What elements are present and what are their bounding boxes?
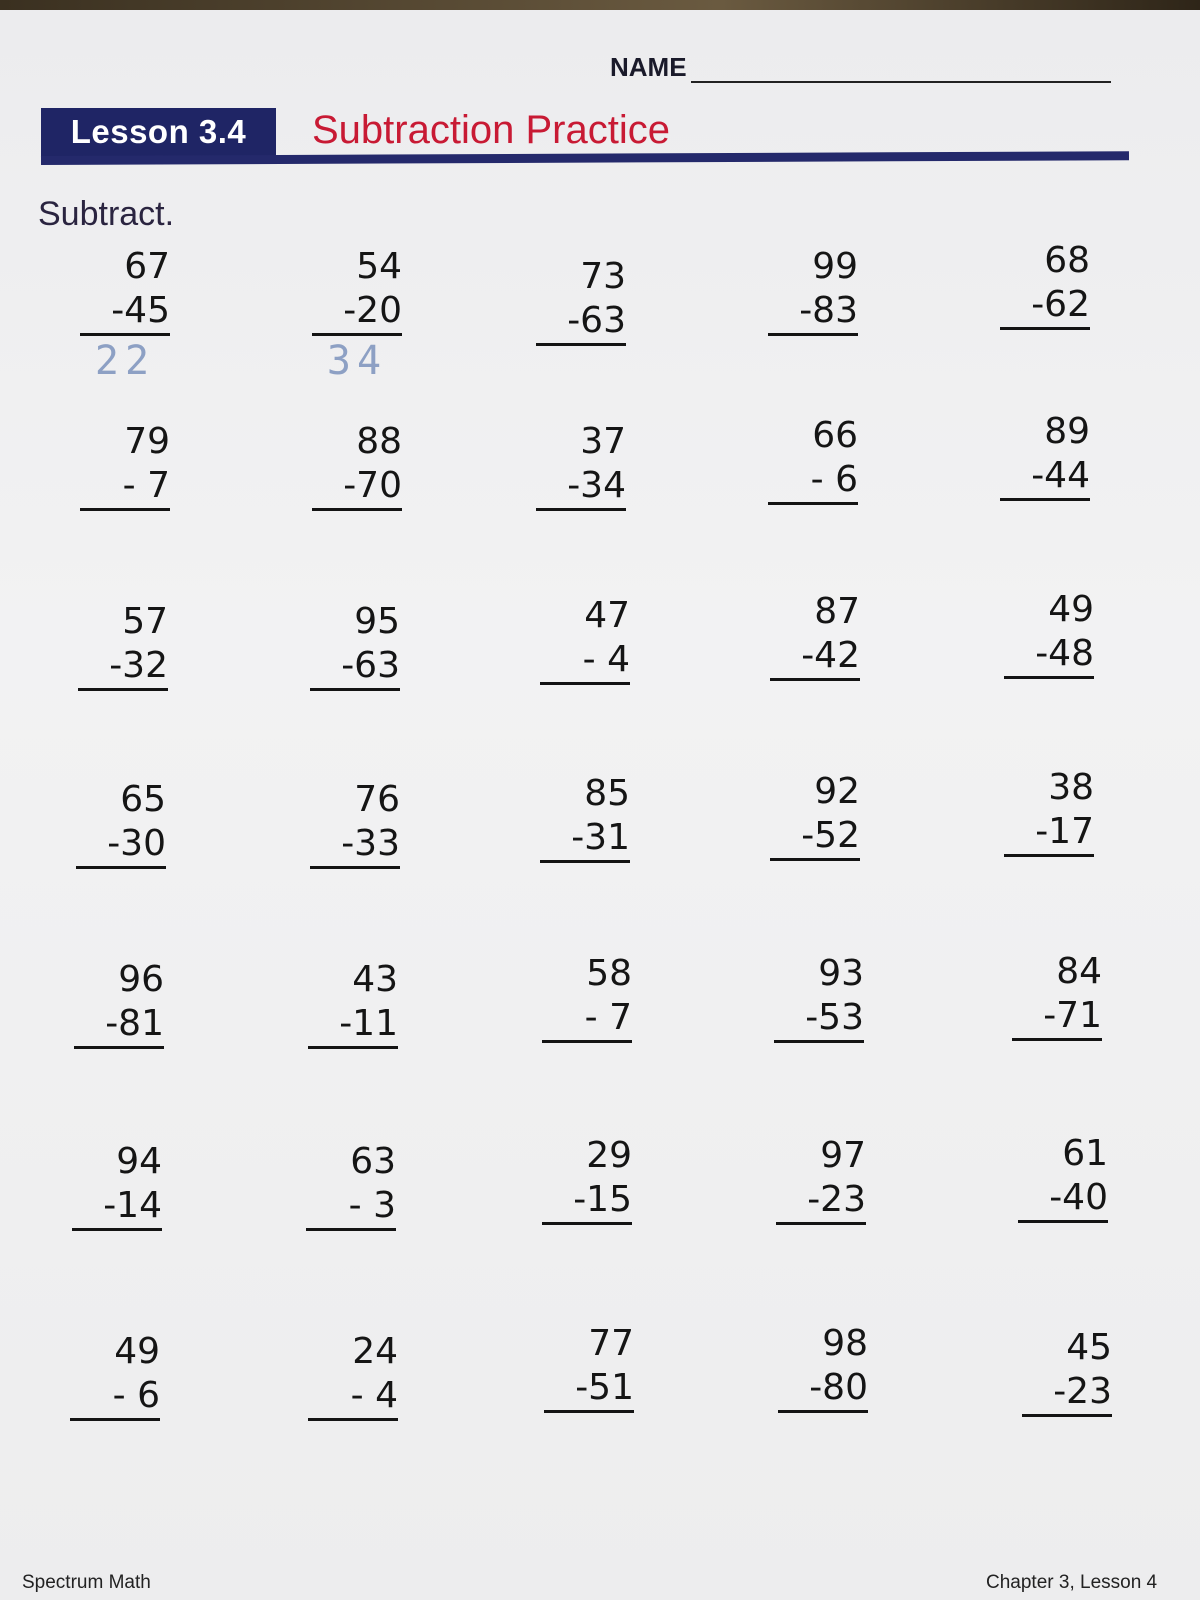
subtrahend: -83 xyxy=(768,289,858,336)
subtrahend: -48 xyxy=(1004,632,1094,679)
subtrahend: -42 xyxy=(770,634,860,681)
minuend: 67 xyxy=(124,246,170,287)
lesson-title: Subtraction Practice xyxy=(312,108,670,152)
subtrahend: -80 xyxy=(778,1366,868,1413)
minuend: 49 xyxy=(1048,589,1094,630)
subtraction-problem xyxy=(310,778,400,869)
subtrahend: -31 xyxy=(540,816,630,863)
minuend: 43 xyxy=(352,959,398,1000)
subtrahend: -32 xyxy=(78,644,168,691)
minuend: 65 xyxy=(120,779,166,820)
subtraction-problem xyxy=(80,245,170,386)
subtrahend: -53 xyxy=(774,996,864,1043)
subtraction-problem xyxy=(542,952,632,1043)
subtrahend: -70 xyxy=(312,464,402,511)
minuend: 37 xyxy=(580,421,626,462)
subtrahend: - 7 xyxy=(80,464,170,511)
subtrahend: -63 xyxy=(310,644,400,691)
subtrahend: -44 xyxy=(1000,454,1090,501)
minuend: 99 xyxy=(812,246,858,287)
lesson-badge: Lesson 3.4 xyxy=(41,108,276,156)
page-top-edge xyxy=(0,0,1200,10)
subtrahend: -15 xyxy=(542,1178,632,1225)
minuend: 89 xyxy=(1044,411,1090,452)
subtraction-problem xyxy=(70,1330,160,1421)
minuend: 54 xyxy=(356,246,402,287)
minuend: 93 xyxy=(818,953,864,994)
minuend: 98 xyxy=(822,1323,868,1364)
subtraction-problem xyxy=(74,958,164,1049)
subtraction-problem xyxy=(536,420,626,511)
subtraction-problem xyxy=(308,1330,398,1421)
subtrahend: -45 xyxy=(80,289,170,336)
subtraction-problem xyxy=(770,770,860,861)
subtraction-problem xyxy=(540,594,630,685)
instruction-text: Subtract. xyxy=(38,195,175,233)
minuend: 38 xyxy=(1048,767,1094,808)
subtraction-problem xyxy=(1012,950,1102,1041)
subtrahend: -20 xyxy=(312,289,402,336)
minuend: 61 xyxy=(1062,1133,1108,1174)
subtrahend: -23 xyxy=(1022,1370,1112,1417)
subtraction-problem xyxy=(768,414,858,505)
minuend: 76 xyxy=(354,779,400,820)
subtraction-problem xyxy=(1004,766,1094,857)
subtrahend: -63 xyxy=(536,299,626,346)
subtrahend: -17 xyxy=(1004,810,1094,857)
subtraction-problem xyxy=(1000,239,1090,330)
subtraction-problem xyxy=(536,255,626,346)
subtrahend: - 4 xyxy=(540,638,630,685)
minuend: 84 xyxy=(1056,951,1102,992)
subtraction-problem xyxy=(774,952,864,1043)
name-field xyxy=(610,52,1111,83)
minuend: 88 xyxy=(356,421,402,462)
subtrahend: -23 xyxy=(776,1178,866,1225)
minuend: 45 xyxy=(1066,1327,1112,1368)
subtrahend: -33 xyxy=(310,822,400,869)
minuend: 85 xyxy=(584,773,630,814)
minuend: 77 xyxy=(588,1323,634,1364)
subtrahend: -34 xyxy=(536,464,626,511)
subtraction-problem xyxy=(1000,410,1090,501)
subtraction-problem xyxy=(308,958,398,1049)
minuend: 57 xyxy=(122,601,168,642)
answer-space[interactable]: 22 xyxy=(94,338,156,384)
minuend: 79 xyxy=(124,421,170,462)
subtraction-problem xyxy=(78,600,168,691)
minuend: 87 xyxy=(814,591,860,632)
footer-publisher: Spectrum Math xyxy=(22,1572,151,1593)
subtraction-problem xyxy=(768,245,858,336)
minuend: 73 xyxy=(580,256,626,297)
minuend: 58 xyxy=(586,953,632,994)
minuend: 68 xyxy=(1044,240,1090,281)
minuend: 66 xyxy=(812,415,858,456)
subtrahend: -62 xyxy=(1000,283,1090,330)
subtraction-problem xyxy=(72,1140,162,1231)
minuend: 29 xyxy=(586,1135,632,1176)
minuend: 95 xyxy=(354,601,400,642)
minuend: 97 xyxy=(820,1135,866,1176)
subtraction-problem xyxy=(542,1134,632,1225)
name-line[interactable] xyxy=(691,59,1111,83)
minuend: 94 xyxy=(116,1141,162,1182)
subtraction-problem xyxy=(76,778,166,869)
minuend: 96 xyxy=(118,959,164,1000)
footer-chapter: Chapter 3, Lesson 4 xyxy=(986,1572,1158,1593)
subtraction-problem xyxy=(770,590,860,681)
subtrahend: -11 xyxy=(308,1002,398,1049)
minuend: 63 xyxy=(350,1141,396,1182)
subtrahend: - 4 xyxy=(308,1374,398,1421)
name-label: NAME xyxy=(610,52,687,82)
minuend: 24 xyxy=(352,1331,398,1372)
subtrahend: -51 xyxy=(544,1366,634,1413)
subtrahend: -30 xyxy=(76,822,166,869)
subtraction-problem xyxy=(80,420,170,511)
minuend: 92 xyxy=(814,771,860,812)
subtraction-problem xyxy=(312,245,402,386)
minuend: 49 xyxy=(114,1331,160,1372)
minuend: 47 xyxy=(584,595,630,636)
subtraction-problem xyxy=(540,772,630,863)
subtraction-problem xyxy=(312,420,402,511)
subtraction-problem xyxy=(544,1322,634,1413)
subtrahend: - 6 xyxy=(70,1374,160,1421)
subtraction-problem xyxy=(776,1134,866,1225)
answer-space[interactable]: 34 xyxy=(326,338,388,384)
subtraction-problem xyxy=(306,1140,396,1231)
subtrahend: -40 xyxy=(1018,1176,1108,1223)
subtrahend: -71 xyxy=(1012,994,1102,1041)
subtraction-problem xyxy=(1018,1132,1108,1223)
subtraction-problem xyxy=(1022,1326,1112,1417)
subtrahend: - 3 xyxy=(306,1184,396,1231)
subtraction-problem xyxy=(310,600,400,691)
subtrahend: - 7 xyxy=(542,996,632,1043)
subtrahend: -81 xyxy=(74,1002,164,1049)
subtraction-problem xyxy=(1004,588,1094,679)
subtrahend: -52 xyxy=(770,814,860,861)
subtrahend: -14 xyxy=(72,1184,162,1231)
subtrahend: - 6 xyxy=(768,458,858,505)
subtraction-problem xyxy=(778,1322,868,1413)
